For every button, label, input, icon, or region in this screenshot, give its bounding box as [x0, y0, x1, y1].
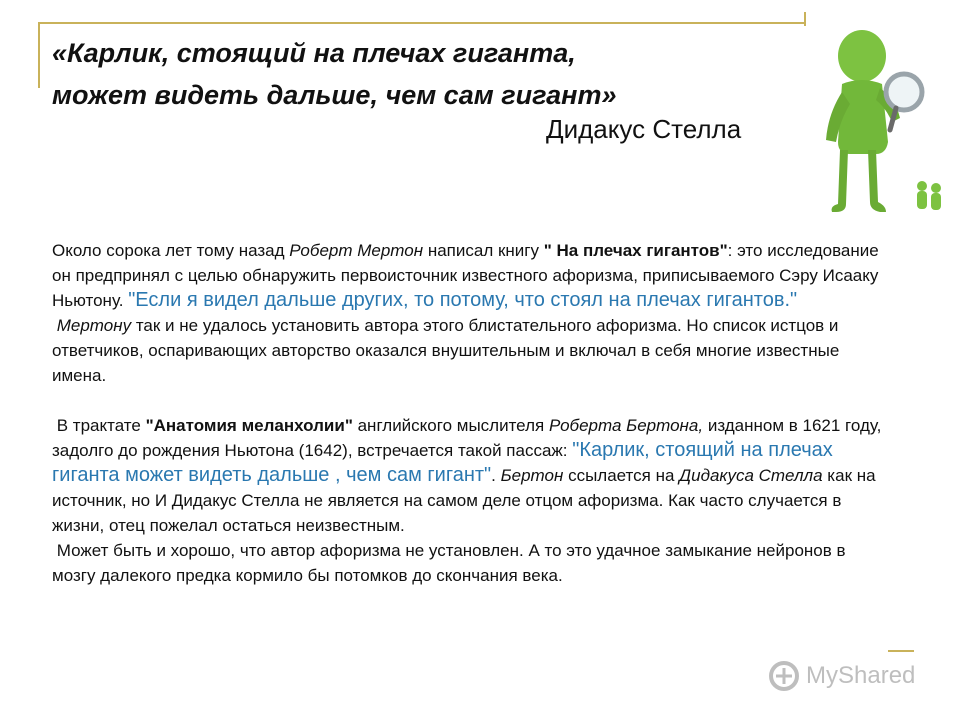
p2-text-1: так и не удалось установить автора этого блистательного афоризма. Но список истцов и ответчиков, оспаривающих авторство оказался внушительным и включал в себя многие известные имена. [52, 316, 840, 385]
myshared-watermark [768, 660, 928, 692]
p3-treatise: "Анатомия меланхолии" [145, 416, 353, 435]
epigraph-line-2: может видеть дальше, чем сам гигант» [52, 80, 617, 110]
p3-text-2: английского мыслителя [352, 416, 549, 435]
watermark-text: MyShared [806, 662, 916, 689]
p3-text-3: изданном в 1621 году, задолго до рождения Ньютона (1642), встречается такой пассаж: [52, 416, 882, 460]
green-figure-magnifier-icon [806, 22, 958, 222]
p1-text-3: : это исследование он предпринял с целью обнаружить первоисточник известного афоризма, приписываемого Сэру Исааку Ньютону. [52, 241, 879, 310]
main-text [52, 238, 884, 588]
p3-stella: Дидакуса Стелла [679, 466, 823, 485]
top-rule [38, 22, 806, 24]
epigraph-quote [52, 32, 812, 116]
paragraph-1 [52, 238, 884, 313]
p4-text-1: Может быть и хорошо, что автор афоризма не установлен. А то это удачное замыкание нейронов в мозгу далекого предка кормило бы потомков до скончания века. [52, 541, 846, 585]
p1-book-title: " На плечах гигантов" [543, 241, 728, 260]
bottom-right-rule [888, 650, 914, 652]
p1-text-2: написал книгу [423, 241, 544, 260]
left-rule [38, 22, 40, 88]
paragraph-3 [52, 413, 884, 538]
p3-burton-2: Бертон [500, 466, 564, 485]
p2-merton: Мертону [56, 316, 132, 335]
epigraph-author: Дидакус Стелла [546, 114, 742, 144]
p3-text-5: ссылается на [563, 466, 680, 485]
p3-text-1: В трактате [56, 416, 146, 435]
p1-merton: Роберт Мертон [289, 241, 424, 260]
paragraph-4 [52, 538, 884, 588]
paragraph-2 [52, 313, 884, 388]
epigraph-line-1: «Карлик, стоящий на плечах гиганта, [52, 38, 576, 68]
p3-text-6: как на источник, но И Дидакус Стелла не является на самом деле отцом афоризма. Как часто случается в жизни, отец пожелал остаться неизвестным. [52, 466, 876, 535]
p3-text-4: . [491, 466, 501, 485]
myshared-logo-icon [768, 660, 800, 692]
p1-newton-quote: "Если я видел дальше других, то потому, что стоял на плечах гигантов." [128, 289, 798, 311]
p3-dwarf-quote: "Карлик, стоящий на плечах гиганта может видеть дальше , чем сам гигант" [52, 439, 833, 486]
p1-text-1: Около сорока лет тому назад [52, 241, 290, 260]
p3-burton: Роберта Бертона, [548, 416, 704, 435]
